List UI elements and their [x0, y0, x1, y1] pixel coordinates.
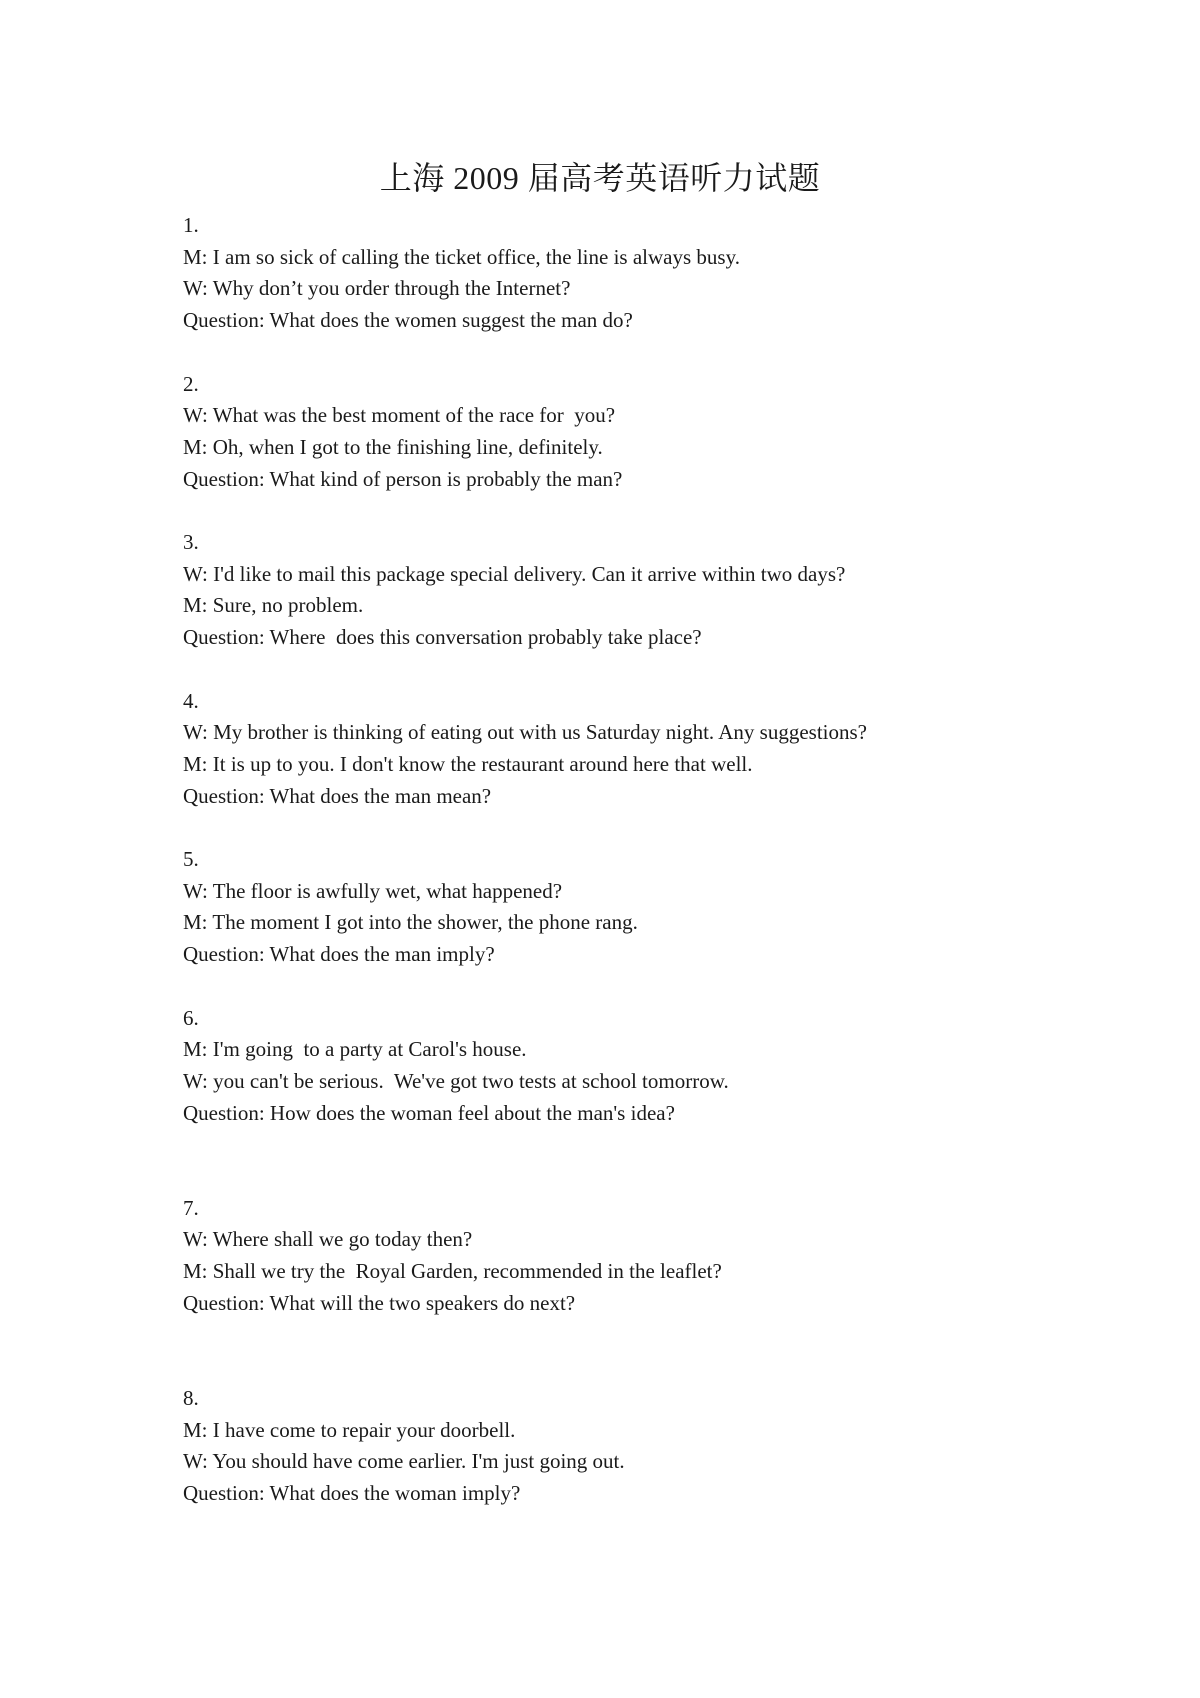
spacer — [183, 812, 1083, 844]
dialogue-line: W: What was the best moment of the race for you? — [183, 403, 616, 428]
dialogue-line: M: I have come to repair your doorbell. — [183, 1417, 516, 1442]
dialogue-line: W: I'd like to mail this package special delivery. Can it arrive within two days? — [183, 561, 846, 586]
question-line: Question: What will the two speakers do next? — [183, 1290, 576, 1315]
question-number: 4. — [183, 688, 199, 713]
question-line: Question: What does the man mean? — [183, 783, 492, 808]
question-number: 8. — [183, 1385, 199, 1410]
question-number: 6. — [183, 1005, 199, 1030]
question-line: Question: How does the woman feel about the man's idea? — [183, 1100, 675, 1125]
question-item-5 — [183, 844, 1083, 971]
dialogue-line: W: The floor is awfully wet, what happened? — [183, 878, 563, 903]
dialogue-line: M: Sure, no problem. — [183, 593, 364, 618]
dialogue-line: W: Why don’t you order through the Internet? — [183, 276, 571, 301]
spacer — [183, 495, 1083, 527]
dialogue-line: M: It is up to you. I don't know the restaurant around here that well. — [183, 751, 753, 776]
dialogue-line: W: My brother is thinking of eating out with us Saturday night. Any suggestions? — [183, 720, 867, 745]
spacer — [183, 1129, 1083, 1192]
question-line: Question: What does the woman imply? — [183, 1481, 521, 1506]
question-item-7 — [183, 1193, 1083, 1320]
dialogue-line: W: you can't be serious. We've got two tests at school tomorrow. — [183, 1068, 729, 1093]
question-number: 5. — [183, 847, 199, 871]
question-item-3 — [183, 527, 1083, 654]
spacer — [183, 654, 1083, 686]
question-line: Question: What does the man imply? — [183, 942, 495, 967]
question-number: 7. — [183, 1195, 199, 1220]
document-title: 上海 2009 届高考英语听力试题 — [379, 160, 821, 196]
question-item-8 — [183, 1383, 1083, 1510]
question-item-6 — [183, 1003, 1083, 1130]
dialogue-line: M: I am so sick of calling the ticket office, the line is always busy. — [183, 244, 740, 269]
question-line: Question: What kind of person is probably the man? — [183, 466, 623, 491]
question-number: 3. — [183, 530, 199, 554]
spacer — [183, 337, 1083, 369]
dialogue-line: W: You should have come earlier. I'm just going out. — [183, 1449, 625, 1474]
dialogue-line: W: Where shall we go today then? — [183, 1227, 473, 1252]
question-item-4 — [183, 686, 1083, 813]
dialogue-line: M: Oh, when I got to the finishing line, definitely. — [183, 434, 603, 459]
spacer — [183, 971, 1083, 1003]
question-number: 1. — [183, 213, 199, 237]
dialogue-line: M: I'm going to a party at Carol's house. — [183, 1037, 527, 1062]
question-number: 2. — [183, 371, 199, 396]
question-item-2 — [183, 369, 1083, 496]
document-body — [183, 210, 1083, 1510]
question-line: Question: What does the women suggest the man do? — [183, 308, 633, 333]
dialogue-line: M: The moment I got into the shower, the phone rang. — [183, 910, 638, 935]
spacer — [183, 1320, 1083, 1383]
question-item-1 — [183, 210, 1083, 337]
dialogue-line: M: Shall we try the Royal Garden, recommended in the leaflet? — [183, 1259, 722, 1284]
question-line: Question: Where does this conversation probably take place? — [183, 625, 702, 650]
